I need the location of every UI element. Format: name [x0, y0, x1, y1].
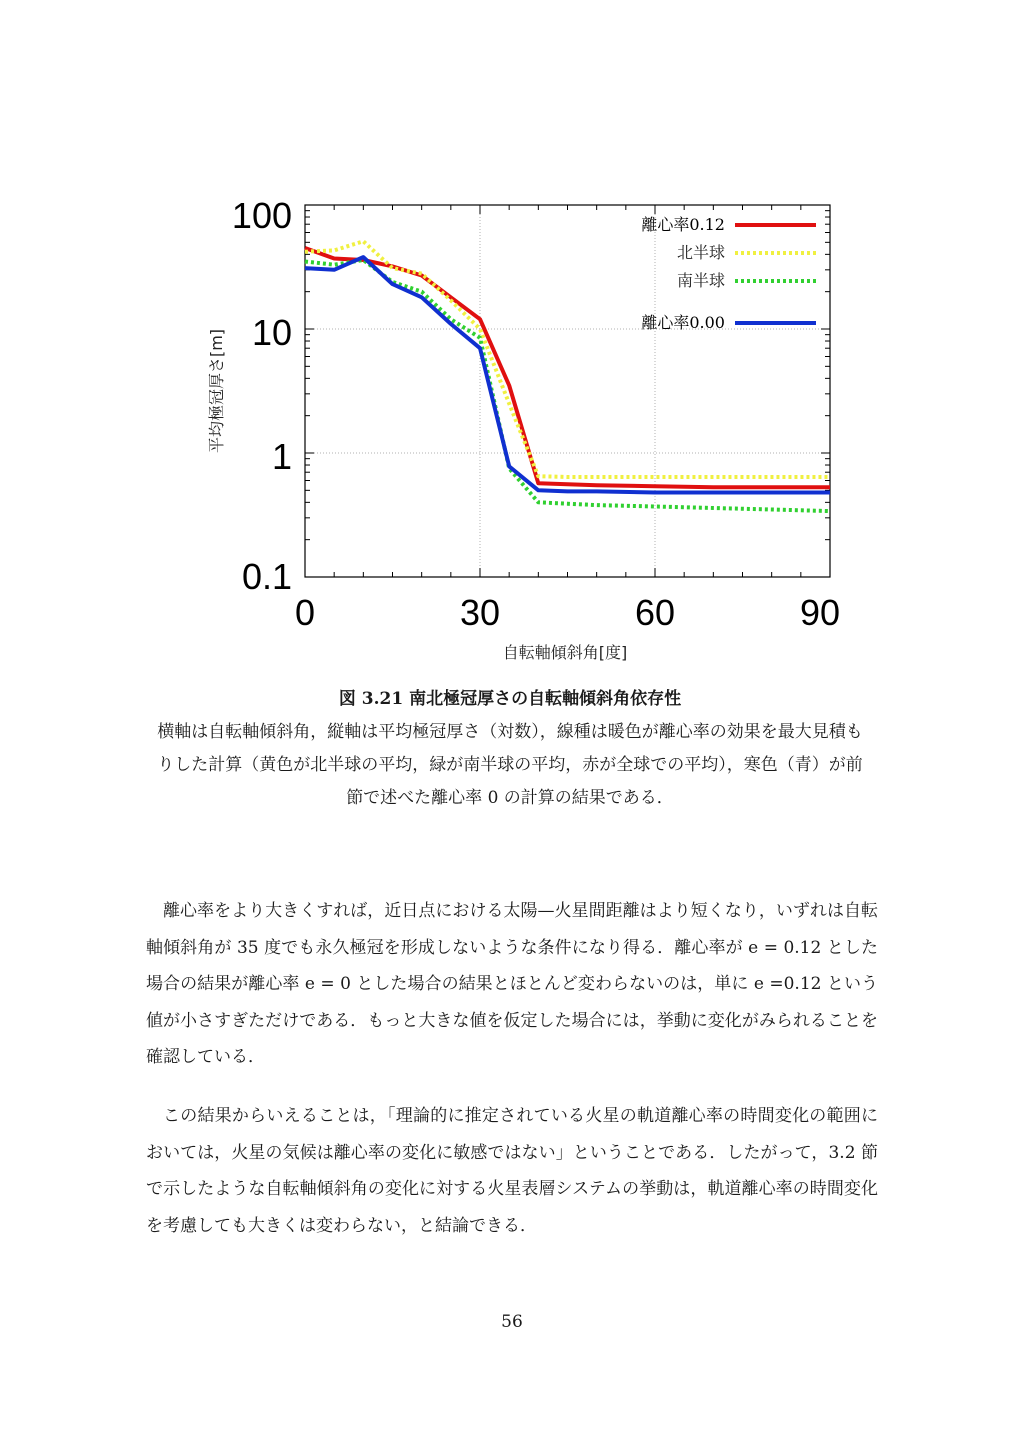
caption-body: 横軸は自転軸傾斜角，縦軸は平均極冠厚さ（対数），線種は暖色が離心率の効果を最大見積もりした計算（黄色が北半球の平均，緑が南半球の平均，赤が全球での平均），寒色（青）が前節で述べた離心率 0 の計算の結果である．: [157, 722, 863, 808]
y-tick-label: 10: [251, 312, 292, 353]
series-line-ecc012: [305, 248, 830, 487]
y-tick-label: 0.1: [241, 556, 292, 597]
paragraph: この結果からいえることは，「理論的に推定されている火星の軌道離心率の時間変化の範囲においては，火星の気候は離心率の変化に敏感ではない」ということである．したがって，3.2 節で示したような自転軸傾斜角の変化に対する火星表層システムの挙動は，軌道離心率の時間変化を考慮しても大きくは変わらない，と結論できる．: [146, 1106, 878, 1236]
series-line-ecc000: [305, 257, 830, 492]
legend-label-ecc000: 離心率0.00: [641, 313, 725, 332]
legend-label-north: 北半球: [676, 243, 725, 262]
legend-label-south: 南半球: [676, 271, 725, 290]
figure-caption: [150, 683, 870, 815]
series-lines: [305, 241, 830, 511]
legend: [641, 215, 816, 332]
y-axis-label: 平均極冠厚さ[m]: [207, 328, 226, 454]
chart: [180, 185, 860, 675]
y-tick-label: 100: [231, 195, 292, 236]
x-tick-label: 0: [294, 592, 316, 633]
paragraph: 離心率をより大きくすれば，近日点における太陽—火星間距離はより短くなり，いずれは自転軸傾斜角が 35 度でも永久極冠を形成しないような条件になり得る．離心率が e = 0.12 とした場合の結果が離心率 e = 0 とした場合の結果とほとんど変わらないのは，単に e =0.12 という値が小さすぎただけである．もっと大きな値を仮定した場合には，挙動に変化がみられることを確認している．: [146, 901, 878, 1067]
figure: [180, 185, 860, 675]
series-line-south: [305, 260, 830, 511]
legend-label-ecc012: 離心率0.12: [641, 215, 725, 234]
grid-lines: [305, 205, 830, 577]
page-number: 56: [501, 1312, 523, 1332]
tick-marks: [305, 205, 830, 577]
caption-title: 図 3.21 南北極冠厚さの自転軸傾斜角依存性: [338, 689, 682, 709]
x-tick-label: 30: [459, 592, 501, 633]
plot-frame: [305, 205, 830, 577]
x-axis-label: 自転軸傾斜角[度]: [502, 643, 628, 662]
x-tick-label: 60: [634, 592, 676, 633]
x-tick-label: 90: [799, 592, 841, 633]
y-tick-label: 1: [271, 436, 292, 477]
